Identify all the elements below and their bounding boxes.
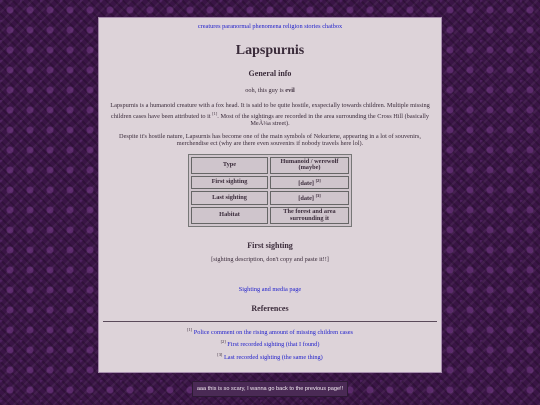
description-part2: . Most of the sightings are recorded in the area surrounding the Cross Hill (basically MeÃ¼a street).: [217, 112, 430, 128]
reference-item: [99, 325, 441, 338]
infobox-key: Habitat: [191, 207, 268, 224]
reference-item: [99, 337, 441, 350]
back-button[interactable]: aaa this is so scary, I wanna go back to the previous page!!: [192, 381, 348, 397]
reference-marker[interactable]: [3]: [315, 193, 321, 199]
infobox-row-habitat: [191, 207, 349, 224]
nav-link-creatures[interactable]: creatures: [197, 23, 221, 30]
nav-link-paranormal-phenomena[interactable]: paranormal phenomena: [222, 23, 282, 30]
reference-item: [99, 350, 441, 363]
references-list: [99, 325, 441, 363]
top-nav: [99, 23, 441, 30]
infobox-value: [270, 157, 349, 174]
infobox-value: [270, 207, 349, 224]
description-part1: Lapspurnis is a humanoid creature with a fox head. It is said to be quite hostile, exspecially towards children. Multiple missing children cases have been attributed to it: [110, 102, 430, 120]
infobox-value-text: Humanoid / werewolf (maybe): [280, 157, 339, 172]
infobox-table: [188, 154, 352, 228]
infobox-row-last-sighting: [191, 191, 349, 205]
intro-prefix: ooh, this guy is: [245, 87, 286, 94]
infobox-row-type: [191, 157, 349, 174]
description-paragraph: [109, 102, 431, 127]
back-button-row: [99, 377, 441, 397]
general-info-heading: General info: [248, 69, 292, 78]
references-heading: References: [251, 303, 289, 313]
nav-link-religion[interactable]: religion: [283, 23, 303, 30]
first-sighting-heading: First sighting: [247, 241, 293, 251]
reference-number: [3]: [217, 351, 223, 357]
reference-marker[interactable]: [2]: [315, 177, 321, 183]
intro-emphasis: evil: [285, 87, 295, 94]
nav-link-chatbox[interactable]: chatbox: [322, 23, 343, 30]
infobox-value: [270, 176, 349, 190]
reference-marker[interactable]: [1]: [212, 110, 218, 116]
sighting-description: [sighting description, don't copy and paste it!!]: [211, 256, 329, 264]
infobox-key: Last sighting: [191, 191, 268, 205]
page-title: Lapspurnis: [235, 43, 305, 58]
reference-number: [2]: [220, 339, 226, 345]
content-panel: [98, 17, 442, 393]
reference-number: [1]: [186, 326, 193, 332]
infobox-value: [270, 191, 349, 205]
nav-link-stories[interactable]: stories: [304, 23, 321, 30]
reference-link[interactable]: Last recorded sighting (the same thing): [223, 353, 323, 361]
infobox-value-text: The forest and area surrounding it: [283, 208, 336, 222]
infobox-row-first-sighting: [191, 176, 349, 190]
media-link-row: [99, 278, 441, 296]
infobox-key: Type: [191, 157, 268, 174]
reference-link[interactable]: First recorded sighting (that I found): [227, 341, 320, 349]
divider: [103, 321, 437, 322]
infobox-key: First sighting: [191, 176, 268, 190]
intro-text: [109, 87, 431, 94]
sighting-media-link[interactable]: Sighting and media page: [238, 285, 302, 293]
infobox-value-text: [date]: [298, 195, 315, 203]
reference-link[interactable]: Police comment on the rising amount of missing children cases: [193, 328, 354, 336]
symbols-paragraph: Despite it's hostile nature, Lapsurnis has become one of the main symbols of Nekuriene, appearing in a lot of souvenirs, merchendise ect (why are there even souvenirs if nobody travels here lol).: [119, 132, 421, 148]
infobox-value-text: [date]: [298, 179, 315, 187]
